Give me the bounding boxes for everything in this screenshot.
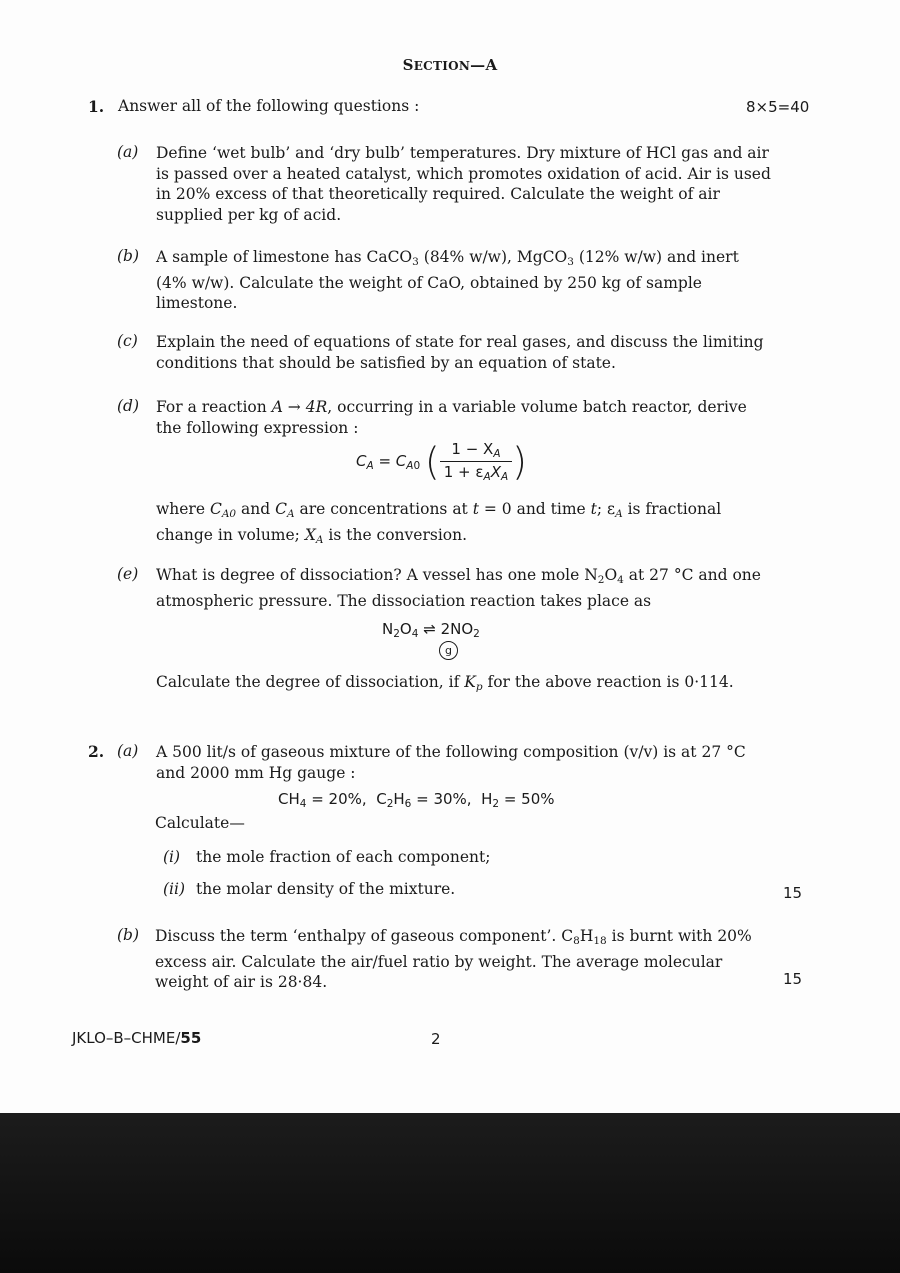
q2a-label: (a) [117,742,139,760]
paper-code: JKLO–B–CHME/55 [72,1029,202,1047]
q1-instruction: Answer all of the following questions : [118,97,420,115]
q1e-text: What is degree of dissociation? A vessel has one mole $N_2O_4$ at 27 °C and one atmospheric pressure. The dissociation reaction takes place as [156,566,761,610]
page-number: 2 [431,1030,441,1048]
q1b-text: A sample of limestone has CaCO$_3$ (84% w/w), MgCO$_3$ (12% w/w) and inert (4% w/w). Calculate the weight of CaO, obtained by 250 kg of sample limestone. [156,248,739,312]
q2a-i-text: the mole fraction of each component; [196,848,491,866]
scanner-background [0,1113,900,1273]
section-title-initial: S [402,56,414,74]
q1e-reaction-equation: $N_2O_4$ ⇌ $2NO_2$ [382,620,480,640]
q1d-equation: $C_A = C_{A0}$ ( $\frac{1 - X_A}{1 + \varepsilon_AX_A}$ ) [356,439,527,484]
q1-marks: 8×5=40 [746,98,810,116]
q1a-text: Define ‘wet bulb’ and ‘dry bulb’ temperatures. Dry mixture of HCl gas and air is passed over a heated catalyst, which promotes oxidation of acid. Air is used in 20% excess of that theoretically required. Calculate the weight of air supplied per kg of acid. [156,144,771,224]
gas-phase-marker: g [439,641,458,660]
q1d-text: For a reaction A → 4R, occurring in a variable volume batch reactor, derive the following expression : [156,398,747,437]
q2a-ii-label: (ii) [163,880,186,898]
q1a-label: (a) [117,143,139,161]
q1-number: 1. [88,97,105,116]
q1d-fraction: $\frac{1 - X_A}{1 + \varepsilon_AX_A}$ [440,440,512,483]
q2a-i-label: (i) [163,848,181,866]
q1b-label: (b) [117,247,140,265]
q1d-where-text: where $C_{A0}$ and $C_A$ are concentrations at t = 0 and time t; $\varepsilon_A$ is fractional change in volume; $X_A$ is the conversion. [156,500,722,546]
q2b-text: Discuss the term ‘enthalpy of gaseous component’. $C_8H_{18}$ is burnt with 20% excess air. Calculate the air/fuel ratio by weight. The average molecular weight of air is 28·84. [155,927,752,991]
q2a-composition: $CH_4 = 20\%$, $C_2H_6 = 30\%$, $H_2 = 50\%$ [278,790,555,810]
q1c-text: Explain the need of equations of state for real gases, and discuss the limiting conditions that should be satisfied by an equation of state. [156,333,764,372]
q2-number: 2. [88,742,105,761]
q1d-label: (d) [117,397,140,415]
q2b-marks: 15 [783,970,803,988]
q2b-label: (b) [117,926,140,944]
section-title-suffix: —A [470,56,498,74]
section-title [0,56,900,74]
q2a-calculate: Calculate— [155,814,245,832]
q2a-text: A 500 lit/s of gaseous mixture of the following composition (v/v) is at 27 °C and 2000 mm Hg gauge : [156,743,746,782]
q1e-calc-text: Calculate the degree of dissociation, if $K_p$ for the above reaction is 0·114. [156,673,734,693]
q1c-label: (c) [117,332,138,350]
q2a-ii-text: the molar density of the mixture. [196,880,456,898]
equilibrium-arrow-icon: ⇌ [423,620,436,638]
q2a-marks: 15 [783,884,803,902]
q1e-label: (e) [117,565,139,583]
section-title-rest: ECTION [413,59,471,73]
